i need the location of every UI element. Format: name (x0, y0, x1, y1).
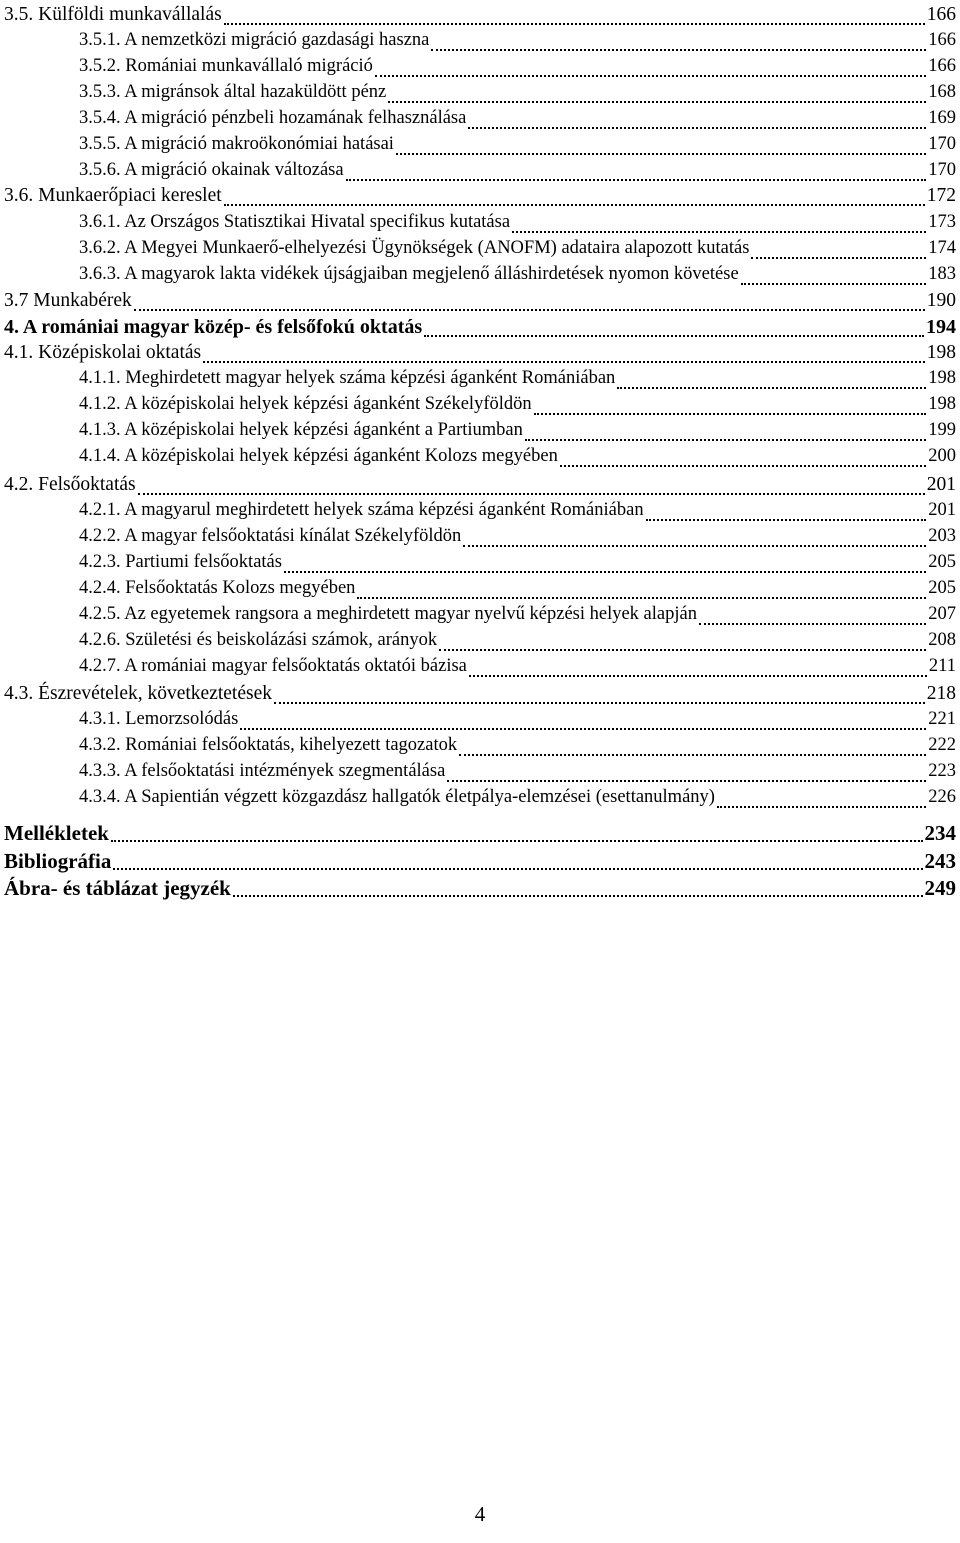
toc-entry-title: 4.2.6. Születési és beiskolázási számok, arányok (79, 630, 438, 650)
toc-entry-title: 4.1. Középiskolai oktatás (4, 342, 202, 363)
toc-entry-title: 4.3.4. A Sapientián végzett közgazdász hallgatók életpálya-elemzései (esettanulmány) (79, 787, 715, 807)
toc-entry-page: 243 (924, 849, 956, 873)
toc-entry-title: 4.2.3. Partiumi felsőoktatás (79, 552, 282, 572)
toc-entry-page: 226 (928, 787, 956, 807)
toc-entry-title: 3.5.5. A migráció makroökonómiai hatásai (79, 134, 394, 154)
toc-entry-title: 3.6.2. A Megyei Munkaerő-elhelyezési Ügynökségek (ANOFM) adataira alapozott kutatás (79, 238, 750, 258)
toc-entry-title: 3.6.3. A magyarok lakta vidékek újságjaiban megjelenő álláshirdetések nyomon követése (79, 264, 739, 284)
dot-leader (439, 649, 926, 651)
toc-entry-title: 3.6.1. Az Országos Statisztikai Hivatal specifikus kutatása (79, 212, 511, 232)
toc-entry-page: 218 (926, 683, 956, 704)
toc-entry-page: 183 (928, 264, 956, 284)
toc-entry[interactable] (4, 316, 956, 342)
toc-entry-page: 169 (928, 108, 956, 128)
dot-leader (134, 309, 925, 311)
toc-entry-page: 168 (928, 82, 956, 102)
dot-leader (203, 361, 925, 363)
toc-entry-page: 211 (928, 656, 956, 676)
dot-leader (525, 439, 926, 441)
toc-entry[interactable] (79, 761, 956, 787)
toc-entry-page: 208 (928, 630, 956, 650)
toc-entry[interactable] (79, 578, 956, 604)
dot-leader (138, 493, 925, 495)
toc-entry-page: 166 (928, 56, 956, 76)
toc-entry[interactable] (79, 735, 956, 761)
dot-leader (447, 780, 926, 782)
toc-entry-page: 205 (928, 552, 956, 572)
toc-entry-title: 4.2.1. A magyarul meghirdetett helyek száma képzési áganként Romániában (79, 500, 644, 520)
toc-entry[interactable] (4, 4, 956, 30)
toc-entry-title: 4.3.2. Romániai felsőoktatás, kihelyezett tagozatok (79, 735, 458, 755)
toc-entry[interactable] (79, 264, 956, 290)
toc-entry-page: 198 (928, 368, 956, 388)
toc-entry-title: 4.1.1. Meghirdetett magyar helyek száma képzési áganként Romániában (79, 368, 616, 388)
toc-entry-page: 194 (926, 316, 956, 338)
toc-entry[interactable] (79, 630, 956, 656)
toc-entry[interactable] (79, 212, 956, 238)
toc-entry[interactable] (79, 446, 956, 472)
toc-entry[interactable] (4, 290, 956, 316)
dot-leader (534, 413, 927, 415)
dot-leader (463, 545, 926, 547)
toc-entry-title: 4.2. Felsőoktatás (4, 474, 136, 495)
toc-entry-page: 249 (924, 876, 956, 900)
dot-leader (617, 387, 926, 389)
dot-leader (424, 335, 924, 337)
toc-entry-page: 221 (928, 709, 956, 729)
toc-entry[interactable] (79, 420, 956, 446)
dot-leader (468, 127, 926, 129)
toc-entry[interactable] (79, 368, 956, 394)
toc-entry-page: 198 (928, 394, 956, 414)
toc-entry[interactable] (4, 821, 956, 847)
dot-leader (274, 702, 925, 704)
toc-entry-page: 198 (926, 342, 956, 363)
toc-entry-title: 4.3. Észrevételek, következtetések (4, 683, 273, 704)
toc-entry-page: 199 (928, 420, 956, 440)
dot-leader (469, 675, 927, 677)
toc-entry[interactable] (79, 160, 956, 186)
toc-entry-page: 205 (928, 578, 956, 598)
toc-entry-title: 3.6. Munkaerőpiaci kereslet (4, 185, 222, 206)
toc-entry[interactable] (4, 342, 956, 368)
toc-entry-page: 172 (926, 185, 956, 206)
toc-entry[interactable] (79, 604, 956, 630)
toc-entry[interactable] (79, 552, 956, 578)
toc-entry-title: Bibliográfia (4, 849, 112, 873)
dot-leader (717, 806, 926, 808)
dot-leader (646, 519, 927, 521)
toc-entry[interactable] (4, 474, 956, 500)
dot-leader (699, 623, 926, 625)
toc-entry[interactable] (79, 56, 956, 82)
toc-entry-page: 201 (926, 474, 956, 495)
toc-entry-page: 222 (928, 735, 956, 755)
dot-leader (357, 597, 926, 599)
dot-leader (375, 75, 926, 77)
toc-entry[interactable] (79, 82, 956, 108)
toc-entry[interactable] (79, 108, 956, 134)
dot-leader (396, 153, 926, 155)
toc-entry-title: 3.5.3. A migránsok által hazaküldött pénz (79, 82, 387, 102)
toc-entry-page: 173 (928, 212, 956, 232)
toc-entry-title: 4.3.1. Lemorzsolódás (79, 709, 239, 729)
dot-leader (113, 868, 922, 870)
toc-entry[interactable] (4, 683, 956, 709)
toc-entry-title: Ábra- és táblázat jegyzék (4, 876, 231, 900)
dot-leader (741, 283, 927, 285)
toc-entry-page: 200 (928, 446, 956, 466)
toc-entry[interactable] (79, 709, 956, 735)
dot-leader (224, 23, 925, 25)
toc-entry-title: 4. A romániai magyar közép- és felsőfokú oktatás (4, 316, 423, 338)
toc-entry-title: 4.1.4. A középiskolai helyek képzési áganként Kolozs megyében (79, 446, 558, 466)
toc-entry-page: 203 (928, 526, 956, 546)
toc-entry-title: 3.5.2. Romániai munkavállaló migráció (79, 56, 373, 76)
toc-entry-title: 4.2.5. Az egyetemek rangsora a meghirdetett magyar nyelvű képzési helyek alapján (79, 604, 697, 624)
toc-entry-page: 234 (924, 821, 956, 845)
dot-leader (240, 728, 926, 730)
dot-leader (512, 231, 926, 233)
toc-entry-title: 3.5.6. A migráció okainak változása (79, 160, 344, 180)
toc-entry[interactable] (4, 185, 956, 211)
toc-entry[interactable] (4, 849, 956, 875)
toc-entry[interactable] (79, 30, 956, 56)
toc-entry[interactable] (79, 394, 956, 420)
toc-entry[interactable] (4, 876, 956, 902)
dot-leader (284, 571, 926, 573)
toc-entry[interactable] (79, 500, 956, 526)
page-number: 4 (474, 1502, 486, 1526)
dot-leader (388, 101, 926, 103)
toc-entry-title: 4.3.3. A felsőoktatási intézmények szegmentálása (79, 761, 446, 781)
toc-entry-title: 3.5. Külföldi munkavállalás (4, 4, 222, 25)
toc-entry-title: 4.2.4. Felsőoktatás Kolozs megyében (79, 578, 356, 598)
toc-entry-title: 3.5.4. A migráció pénzbeli hozamának felhasználása (79, 108, 467, 128)
toc-entry-title: 3.7 Munkabérek (4, 290, 132, 311)
toc-entry-page: 166 (926, 4, 956, 25)
toc-entry-page: 223 (928, 761, 956, 781)
toc-entry-title: 4.1.2. A középiskolai helyek képzési áganként Székelyföldön (79, 394, 532, 414)
toc-entry-title: 4.1.3. A középiskolai helyek képzési áganként a Partiumban (79, 420, 523, 440)
toc-entry[interactable] (79, 238, 956, 264)
toc-entry-title: 4.2.2. A magyar felsőoktatási kínálat Székelyföldön (79, 526, 462, 546)
toc-entry-page: 170 (928, 134, 956, 154)
toc-entry[interactable] (79, 787, 956, 813)
toc-entry-page: 174 (928, 238, 956, 258)
dot-leader (431, 49, 926, 51)
toc-entry-title: 3.5.1. A nemzetközi migráció gazdasági haszna (79, 30, 430, 50)
toc-entry-title: 4.2.7. A romániai magyar felsőoktatás oktatói bázisa (79, 656, 467, 676)
toc-entry-page: 207 (928, 604, 956, 624)
toc-entry[interactable] (79, 656, 956, 682)
dot-leader (111, 840, 923, 842)
dot-leader (751, 257, 926, 259)
dot-leader (224, 204, 925, 206)
toc-entry-page: 166 (928, 30, 956, 50)
dot-leader (560, 465, 926, 467)
dot-leader (346, 179, 927, 181)
toc-entry-title: Mellékletek (4, 821, 109, 845)
dot-leader (459, 754, 926, 756)
toc-entry-page: 170 (928, 160, 956, 180)
toc-entry[interactable] (79, 526, 956, 552)
toc-entry-page: 201 (928, 500, 956, 520)
dot-leader (233, 895, 923, 897)
toc-entry[interactable] (79, 134, 956, 160)
toc-entry-page: 190 (926, 290, 956, 311)
